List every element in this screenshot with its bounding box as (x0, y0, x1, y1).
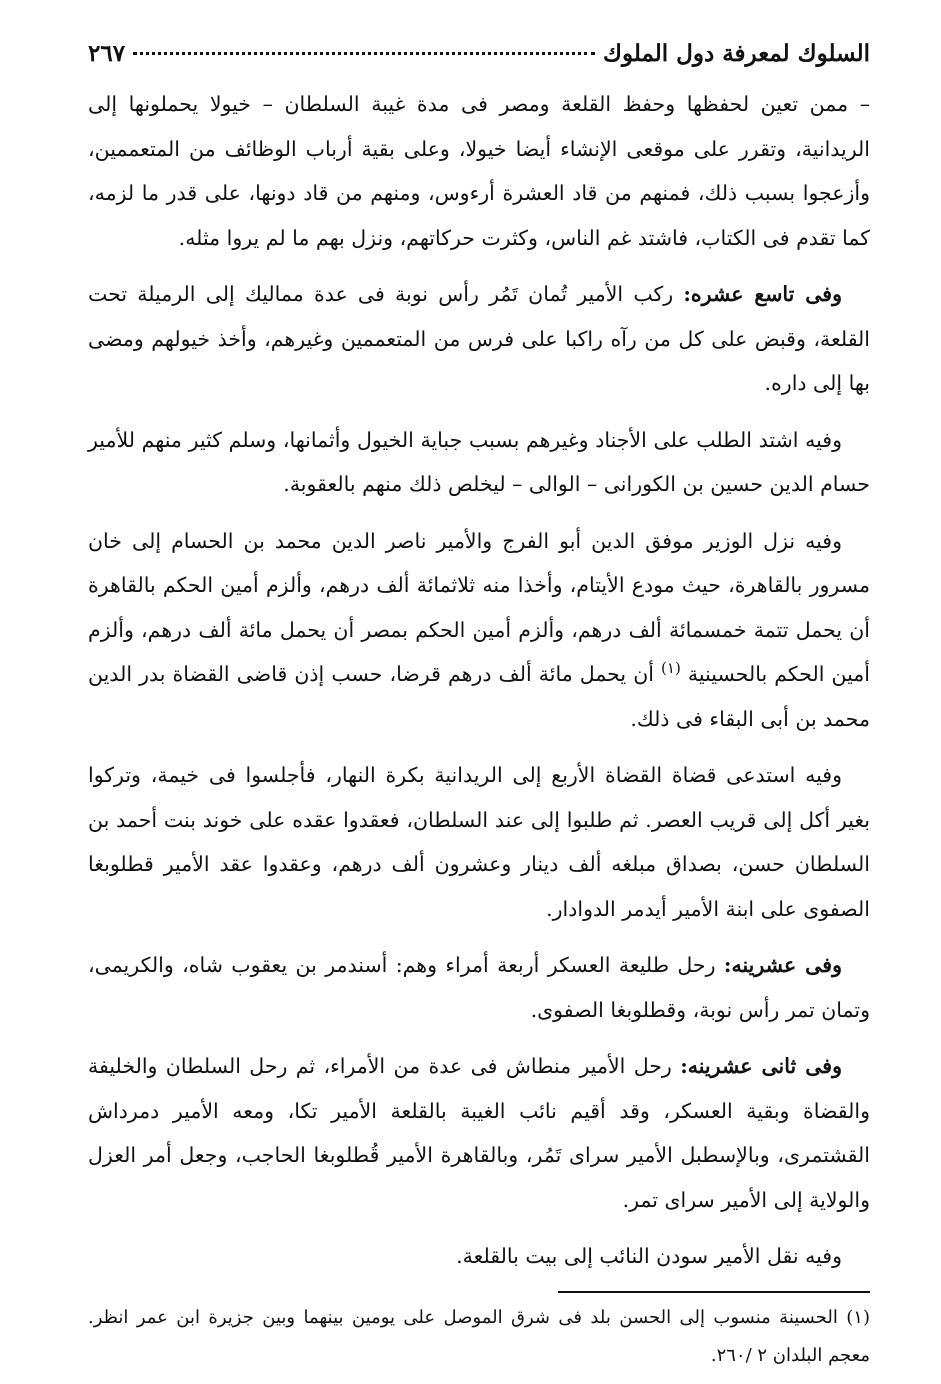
page-number: ٢٦٧ (88, 40, 126, 67)
paragraph-lead: وفى ثانى عشرينه: (680, 1054, 842, 1078)
paragraph-text: رحل الأمير منطاش فى عدة من الأمراء، ثم رحل السلطان والخليفة والقضاة وبقية العسكر، وقد أقيم نائب الغيبة بالقلعة الأمير تكا، ومعه الأمير دمرداش القشتمرى، وبالإسطبل الأمير سراى تَمُر، وبالقاهرة الأمير قُطلوبغا الحاجب، وجعل أمر العزل والولاية إلى الأمير سراى تمر. (88, 1054, 870, 1212)
paragraph-text: وفيه استدعى قضاة القضاة الأربع إلى الريدانية بكرة النهار، فأجلسوا فى خيمة، وتركوا بغير أكل إلى قريب العصر. ثم طلبوا إلى عند السلطان، فعقدوا عقده على خوند بنت أحمد بن السلطان حسن، بصداق مبلغه ألف دينار وعشرون ألف درهم، وعقدوا عقد الأمير قطلوبغا الصفوى على ابنة الأمير أيدمر الدوادار. (88, 763, 870, 921)
main-text (88, 82, 870, 1279)
footnote-reference: (١) (661, 659, 681, 678)
footnote-mark: (١) (846, 1306, 870, 1328)
paragraph-text: وفيه نقل الأمير سودن النائب إلى بيت بالقلعة. (456, 1244, 842, 1268)
paragraph-text: – ممن تعين لحفظها وحفظ القلعة ومصر فى مدة غيبة السلطان – خيولا يحملونها إلى الريدانية، وتقرر على موقعى الإنشاء أيضا خيولا، وعلى بقية أرباب الوظائف من المتعممين، وأزعجوا بسبب ذلك، فمنهم من قاد العشرة أرءوس، ومنهم من قاد دونها، على قدر ما لزمه، كما تقدم فى الكتاب، فاشتد غم الناس، وكثرت حركاتهم، ونزل بهم ما لم يروا مثله. (88, 92, 870, 250)
paragraph (88, 82, 870, 260)
paragraph-text: وفيه نزل الوزير موفق الدين أبو الفرج والأمير ناصر الدين محمد بن الحسام إلى خان مسرور بالقاهرة، حيث مودع الأيتام، وأخذا منه ثلاثمائة ألف درهم، وألزم أمين الحكم بالقاهرة أن يحمل تتمة خمسمائة ألف درهم، وألزم أمين الحكم بمصر أن يحمل مائة ألف درهم، وألزم أمين الحكم بالحسينية (88, 528, 870, 686)
footnote-separator (558, 1291, 870, 1293)
paragraph (88, 418, 870, 507)
book-page (88, 40, 870, 1375)
paragraph (88, 753, 870, 931)
paragraph (88, 519, 870, 742)
paragraph (88, 272, 870, 406)
paragraph-text-continued: أن يحمل مائة ألف درهم قرضا، حسب إذن قاضى القضاة بدر الدين محمد بن أبى البقاء فى ذلك. (88, 662, 870, 731)
paragraph-lead: وفى عشرينه: (723, 953, 842, 977)
paragraph-text: ركب الأمير تُمان تَمُر رأس نوبة فى عدة مماليك إلى الرميلة تحت القلعة، وقبض على كل من رآه راكبا على فرس من المتعممين وغيرهم، وأخذ خيولهم ومضى بها إلى داره. (88, 282, 870, 395)
paragraph (88, 1234, 870, 1279)
paragraph-lead: وفى تاسع عشره: (683, 282, 842, 306)
running-header (88, 40, 870, 82)
paragraph-text: رحل طليعة العسكر أربعة أمراء وهم: أسندمر بن يعقوب شاه، والكريمى، وتمان تمر رأس نوبة، وقطلوبغا الصفوى. (88, 953, 870, 1022)
footnote-text: الحسينة منسوب إلى الحسن بلد فى شرق الموصل على يومين بينهما وبين جزيرة ابن عمر انظر. معجم البلدان ٢ /٢٦٠. (88, 1306, 870, 1366)
paragraph (88, 1044, 870, 1222)
paragraph (88, 943, 870, 1032)
running-title: السلوك لمعرفة دول الملوك (602, 40, 870, 67)
leader-dots (133, 52, 595, 55)
footnote (88, 1299, 870, 1375)
paragraph-text: وفيه اشتد الطلب على الأجناد وغيرهم بسبب جباية الخيول وأثمانها، وسلم كثير منهم للأمير حسام الدين حسين بن الكورانى – الوالى – ليخلص ذلك منهم بالعقوبة. (88, 427, 870, 496)
